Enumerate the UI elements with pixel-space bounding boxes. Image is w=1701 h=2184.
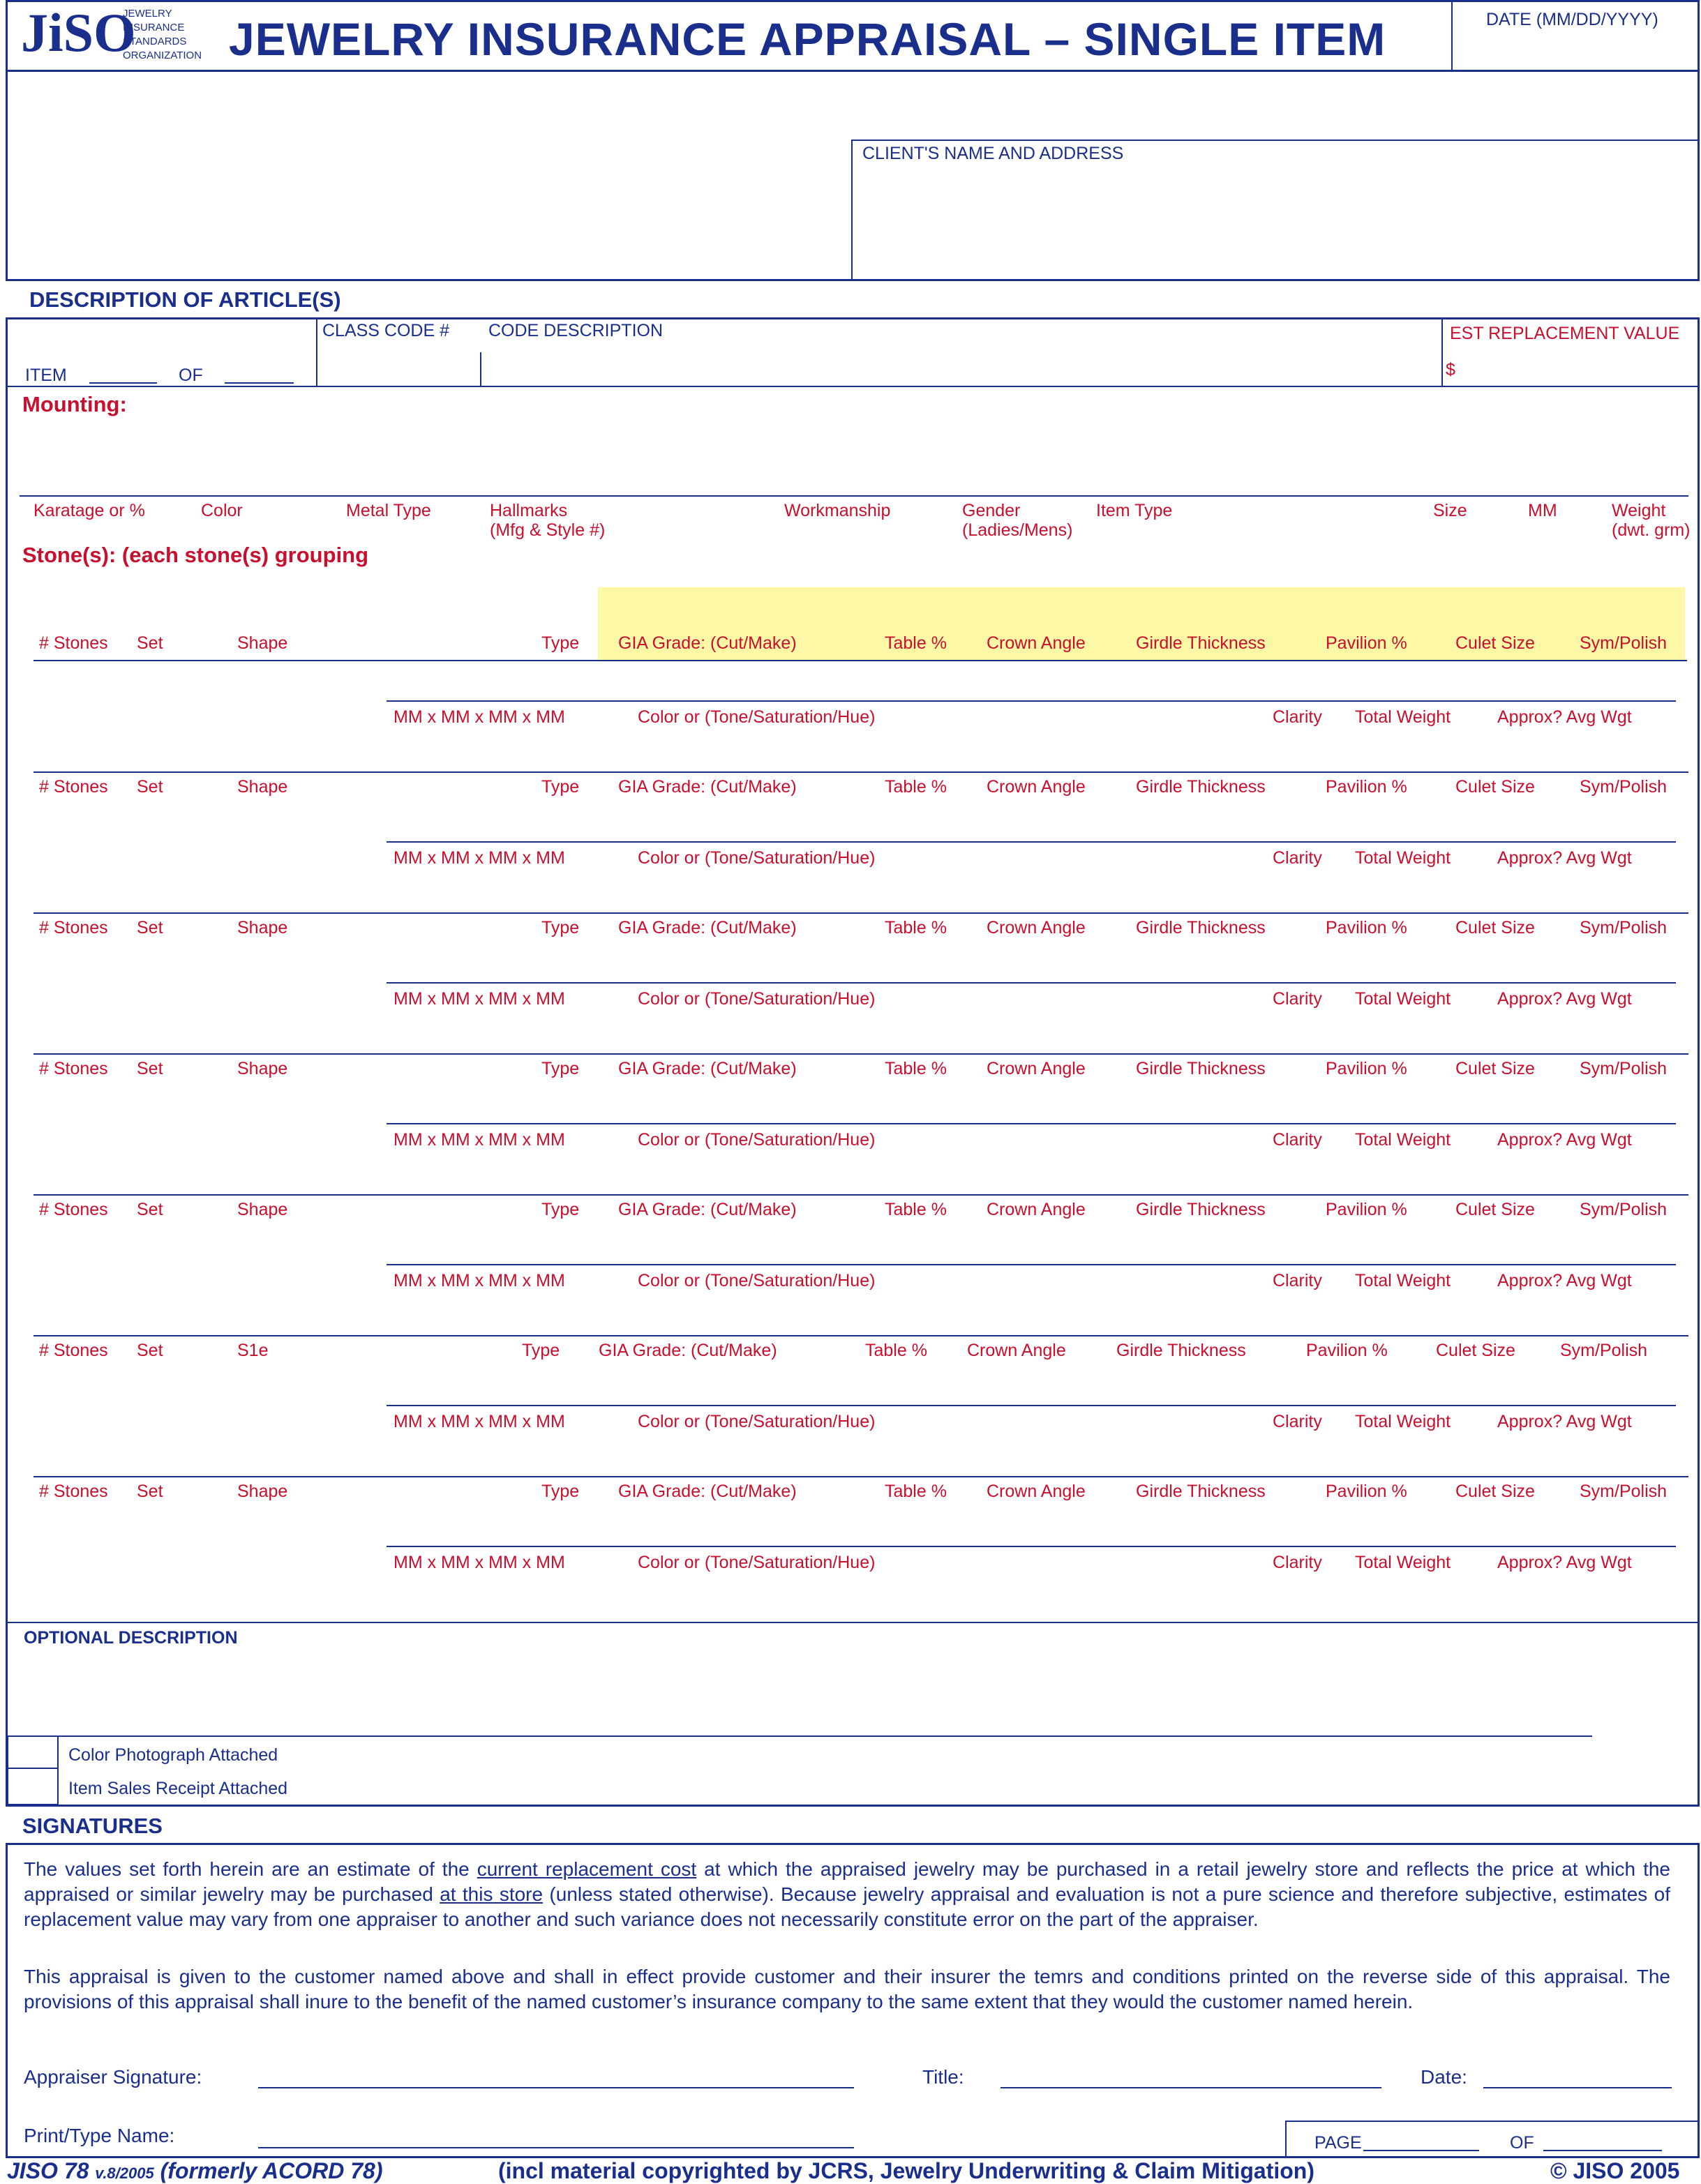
client-label: CLIENT'S NAME AND ADDRESS [862, 144, 1124, 163]
optional-description-field[interactable] [21, 1653, 1584, 1730]
crown-angle-label: Crown Angle [987, 1482, 1086, 1501]
pavilion-percent-label: Pavilion % [1326, 1059, 1407, 1078]
set-label: Set [137, 777, 163, 797]
culet-size-label: Culet Size [1455, 1482, 1535, 1501]
crown-angle-label: Crown Angle [967, 1341, 1066, 1360]
total-weight-label: Total Weight [1355, 989, 1451, 1009]
culet-size-label: Culet Size [1455, 1200, 1535, 1219]
mm-dimensions-label: MM x MM x MM x MM [394, 848, 565, 868]
mounting-line [20, 495, 1688, 497]
total-weight-label: Total Weight [1355, 1412, 1451, 1431]
total-weight-label: Total Weight [1355, 848, 1451, 868]
color-tone-label: Color or (Tone/Saturation/Hue) [638, 1130, 876, 1150]
shape-label: S1e [237, 1341, 269, 1360]
type-label: Type [541, 918, 580, 937]
shape-label: Shape [237, 633, 288, 653]
crown-angle-label: Crown Angle [987, 1059, 1086, 1078]
color-photograph-checkbox[interactable] [7, 1735, 59, 1769]
appraiser-signature-label: Appraiser Signature: [24, 2066, 202, 2088]
class-code-divider [316, 319, 317, 386]
clarity-label: Clarity [1273, 1271, 1322, 1290]
clarity-label: Clarity [1273, 848, 1322, 868]
code-desc-divider [480, 352, 481, 386]
avg-weight-label: Approx? Avg Wgt [1497, 707, 1632, 727]
set-label: Set [137, 633, 163, 653]
jiso-logo: JiSO [21, 2, 136, 63]
sales-receipt-checkbox[interactable] [7, 1768, 59, 1805]
num-stones-label: # Stones [39, 633, 108, 653]
sym-polish-label: Sym/Polish [1580, 1482, 1668, 1501]
optional-top-line [7, 1622, 1698, 1623]
table-percent-label: Table % [885, 1482, 947, 1501]
girdle-thickness-label: Girdle Thickness [1136, 1482, 1266, 1501]
print-name-line[interactable] [258, 2147, 854, 2148]
color-photograph-label: Color Photograph Attached [68, 1745, 278, 1765]
type-label: Type [541, 1059, 580, 1078]
avg-weight-label: Approx? Avg Wgt [1497, 1553, 1632, 1572]
clarity-label: Clarity [1273, 1130, 1322, 1150]
culet-size-label: Culet Size [1455, 777, 1535, 797]
clarity-label: Clarity [1273, 707, 1322, 727]
mm-dimensions-label: MM x MM x MM x MM [394, 989, 565, 1009]
sales-receipt-label: Item Sales Receipt Attached [68, 1779, 288, 1798]
total-weight-label: Total Weight [1355, 1130, 1451, 1150]
type-label: Type [541, 1200, 580, 1219]
stone-detail-line [387, 1546, 1676, 1547]
color-label: Color [201, 501, 243, 520]
total-weight-label: Total Weight [1355, 1553, 1451, 1572]
form-id [7, 2158, 383, 2184]
type-label: Type [541, 633, 580, 653]
type-label: Type [541, 1482, 580, 1501]
sym-polish-label: Sym/Polish [1580, 1200, 1668, 1219]
avg-weight-label: Approx? Avg Wgt [1497, 1130, 1632, 1150]
pavilion-percent-label: Pavilion % [1326, 777, 1407, 797]
crown-angle-label: Crown Angle [987, 918, 1086, 937]
client-name-address-field[interactable] [854, 167, 1695, 278]
sym-polish-label: Sym/Polish [1580, 918, 1668, 937]
item-type-label: Item Type [1096, 501, 1173, 520]
metal-type-label: Metal Type [346, 501, 431, 520]
disclaimer-text: The values set forth herein are an estimate of the [24, 1858, 477, 1880]
girdle-thickness-label: Girdle Thickness [1136, 633, 1266, 653]
color-tone-label: Color or (Tone/Saturation/Hue) [638, 1412, 876, 1431]
set-label: Set [137, 1059, 163, 1078]
hallmarks-label: Hallmarks [490, 501, 568, 520]
page-title: JEWELRY INSURANCE APPRAISAL – SINGLE ITEM [229, 13, 1386, 65]
dollar-sign: $ [1446, 360, 1455, 379]
stone-group-top-line [33, 912, 1688, 914]
gia-grade-label: GIA Grade: (Cut/Make) [618, 777, 797, 797]
total-weight-label: Total Weight [1355, 707, 1451, 727]
stones-heading: Stone(s): (each stone(s) grouping [22, 543, 368, 567]
sym-polish-label: Sym/Polish [1560, 1341, 1648, 1360]
title-label: Title: [922, 2066, 964, 2088]
num-stones-label: # Stones [39, 1341, 108, 1360]
num-stones-label: # Stones [39, 1200, 108, 1219]
optional-bottom-line [7, 1735, 1592, 1737]
page-total-field[interactable] [1543, 2150, 1662, 2151]
articles-header-bottom [7, 386, 1698, 387]
stone-group-top-line [33, 1194, 1688, 1196]
clarity-label: Clarity [1273, 1553, 1322, 1572]
date-line[interactable] [1483, 2087, 1672, 2088]
incl-material-note: (incl material copyrighted by JCRS, Jewelry Underwriting & Claim Mitigation) [498, 2158, 1314, 2183]
set-label: Set [137, 1482, 163, 1501]
gender-label: Gender [962, 501, 1021, 520]
title-line[interactable] [1001, 2087, 1381, 2088]
girdle-thickness-label: Girdle Thickness [1136, 1200, 1266, 1219]
description-heading: DESCRIPTION OF ARTICLE(S) [29, 287, 341, 312]
stone-detail-line [387, 1123, 1676, 1124]
stone-detail-line [387, 1264, 1676, 1265]
formerly-text: (formerly ACORD 78) [160, 2158, 383, 2183]
clarity-label: Clarity [1273, 989, 1322, 1009]
table-percent-label: Table % [885, 918, 947, 937]
of-label: OF [179, 366, 203, 385]
set-label: Set [137, 1341, 163, 1360]
stone-detail-line [387, 841, 1676, 843]
color-tone-label: Color or (Tone/Saturation/Hue) [638, 1271, 876, 1290]
class-code-label: CLASS CODE # [322, 321, 450, 340]
org-line: INSURANCE [123, 22, 185, 33]
girdle-thickness-label: Girdle Thickness [1136, 1059, 1266, 1078]
est-replacement-value-label: EST REPLACEMENT VALUE [1450, 324, 1680, 343]
copyright: © JISO 2005 [1550, 2158, 1680, 2183]
stone-group-top-line [33, 771, 1688, 773]
disclaimer-paragraph-1 [24, 1857, 1670, 1932]
page-number-field[interactable] [1363, 2150, 1479, 2151]
weight-label: Weight [1612, 501, 1666, 520]
form-id-text: JISO 78 [7, 2158, 89, 2183]
num-stones-label: # Stones [39, 918, 108, 937]
gia-grade-label: GIA Grade: (Cut/Make) [618, 1482, 797, 1501]
org-line: STANDARDS [123, 36, 187, 47]
sym-polish-label: Sym/Polish [1580, 633, 1668, 653]
stone-group-top-line [33, 1476, 1688, 1477]
avg-weight-label: Approx? Avg Wgt [1497, 1412, 1632, 1431]
crown-angle-label: Crown Angle [987, 777, 1086, 797]
at-this-store-text: at this store [440, 1883, 544, 1905]
appraiser-signature-line[interactable] [258, 2087, 854, 2088]
gender-sublabel: (Ladies/Mens) [962, 520, 1073, 540]
gia-grade-label: GIA Grade: (Cut/Make) [618, 918, 797, 937]
gia-grade-label: GIA Grade: (Cut/Make) [618, 1059, 797, 1078]
pavilion-percent-label: Pavilion % [1326, 918, 1407, 937]
hallmarks-sublabel: (Mfg & Style #) [490, 520, 606, 540]
stone-group-top-line [33, 660, 1687, 661]
sym-polish-label: Sym/Polish [1580, 777, 1668, 797]
stone-detail-line [387, 982, 1676, 984]
set-label: Set [137, 918, 163, 937]
date-signature-label: Date: [1421, 2066, 1467, 2088]
mm-dimensions-label: MM x MM x MM x MM [394, 1271, 565, 1290]
avg-weight-label: Approx? Avg Wgt [1497, 1271, 1632, 1290]
crown-angle-label: Crown Angle [987, 1200, 1086, 1219]
optional-heading: OPTIONAL DESCRIPTION [24, 1628, 238, 1648]
stone-group-top-line [33, 1335, 1688, 1336]
color-tone-label: Color or (Tone/Saturation/Hue) [638, 989, 876, 1009]
table-percent-label: Table % [885, 633, 947, 653]
type-label: Type [541, 777, 580, 797]
mm-dimensions-label: MM x MM x MM x MM [394, 707, 565, 727]
culet-size-label: Culet Size [1455, 1059, 1535, 1078]
culet-size-label: Culet Size [1455, 633, 1535, 653]
org-name [123, 7, 202, 63]
karatage-label: Karatage or % [33, 501, 145, 520]
date-label: DATE (MM/DD/YYYY) [1486, 10, 1658, 29]
num-stones-label: # Stones [39, 1482, 108, 1501]
page-of-label: OF [1510, 2133, 1534, 2153]
table-percent-label: Table % [885, 777, 947, 797]
culet-size-label: Culet Size [1455, 918, 1535, 937]
mm-dimensions-label: MM x MM x MM x MM [394, 1412, 565, 1431]
num-stones-label: # Stones [39, 777, 108, 797]
avg-weight-label: Approx? Avg Wgt [1497, 848, 1632, 868]
total-weight-label: Total Weight [1355, 1271, 1451, 1290]
client-divider-v [851, 140, 853, 279]
crown-angle-label: Crown Angle [987, 633, 1086, 653]
num-stones-label: # Stones [39, 1059, 108, 1078]
disclaimer-paragraph-2: This appraisal is given to the customer named above and shall in effect provide customer and their insurer the temrs and conditions printed on the reverse side of this appraisal. The provisions of this appraisal shall inure to the benefit of the named customer’s insurance company to the same extent that they would the customer named herein. [24, 1966, 1670, 2012]
type-label: Type [522, 1341, 560, 1360]
current-replacement-cost-text: current replacement cost [477, 1858, 697, 1880]
mm-label: MM [1528, 501, 1557, 520]
stone-group-top-line [33, 1053, 1688, 1055]
stone-detail-line [387, 700, 1676, 702]
girdle-thickness-label: Girdle Thickness [1136, 918, 1266, 937]
shape-label: Shape [237, 1059, 288, 1078]
color-tone-label: Color or (Tone/Saturation/Hue) [638, 707, 876, 727]
print-name-label: Print/Type Name: [24, 2125, 175, 2146]
org-line: JEWELRY [123, 8, 172, 20]
of-field[interactable] [225, 382, 294, 384]
disclaimer-text: at which the appraised jewelry may be purchased in a retail jewelry store and reflects the price at which the appraised or similar jewelry may be purchased [24, 1858, 1670, 1905]
shape-label: Shape [237, 1482, 288, 1501]
workmanship-label: Workmanship [784, 501, 891, 520]
color-tone-label: Color or (Tone/Saturation/Hue) [638, 848, 876, 868]
org-line: ORGANIZATION [123, 50, 202, 61]
value-divider [1441, 319, 1443, 386]
code-description-label: CODE DESCRIPTION [488, 321, 664, 340]
table-percent-label: Table % [865, 1341, 927, 1360]
mounting-heading: Mounting: [22, 392, 127, 416]
girdle-thickness-label: Girdle Thickness [1136, 777, 1266, 797]
mm-dimensions-label: MM x MM x MM x MM [394, 1553, 565, 1572]
disclaimer-text: (unless stated otherwise). Because jewelry appraisal and evaluation is not a pure science and therefore subjective, estimates of replacement value may vary from one appraiser to another and such variance does not necessarily constitute error on the part of the appraiser. [24, 1883, 1670, 1930]
shape-label: Shape [237, 918, 288, 937]
signatures-heading: SIGNATURES [22, 1814, 163, 1838]
client-divider-h [851, 140, 1698, 141]
gia-grade-label: GIA Grade: (Cut/Make) [599, 1341, 777, 1360]
clarity-label: Clarity [1273, 1412, 1322, 1431]
date-divider [1451, 0, 1453, 72]
sym-polish-label: Sym/Polish [1580, 1059, 1668, 1078]
pavilion-percent-label: Pavilion % [1326, 633, 1407, 653]
table-percent-label: Table % [885, 1059, 947, 1078]
stone-detail-line [387, 1405, 1676, 1406]
form-version: v.8/2005 [95, 2164, 154, 2182]
avg-weight-label: Approx? Avg Wgt [1497, 989, 1632, 1009]
page-label: PAGE [1314, 2133, 1362, 2153]
culet-size-label: Culet Size [1436, 1341, 1515, 1360]
item-field[interactable] [89, 382, 157, 384]
weight-sublabel: (dwt. grm) [1612, 520, 1691, 540]
shape-label: Shape [237, 1200, 288, 1219]
item-label: ITEM [25, 366, 67, 385]
mm-dimensions-label: MM x MM x MM x MM [394, 1130, 565, 1150]
gia-grade-label: GIA Grade: (Cut/Make) [618, 1200, 797, 1219]
girdle-thickness-label: Girdle Thickness [1116, 1341, 1246, 1360]
color-tone-label: Color or (Tone/Saturation/Hue) [638, 1553, 876, 1572]
table-percent-label: Table % [885, 1200, 947, 1219]
pavilion-percent-label: Pavilion % [1326, 1482, 1407, 1501]
gia-grade-label: GIA Grade: (Cut/Make) [618, 633, 797, 653]
pavilion-percent-label: Pavilion % [1306, 1341, 1388, 1360]
pavilion-percent-label: Pavilion % [1326, 1200, 1407, 1219]
set-label: Set [137, 1200, 163, 1219]
size-label: Size [1433, 501, 1467, 520]
shape-label: Shape [237, 777, 288, 797]
